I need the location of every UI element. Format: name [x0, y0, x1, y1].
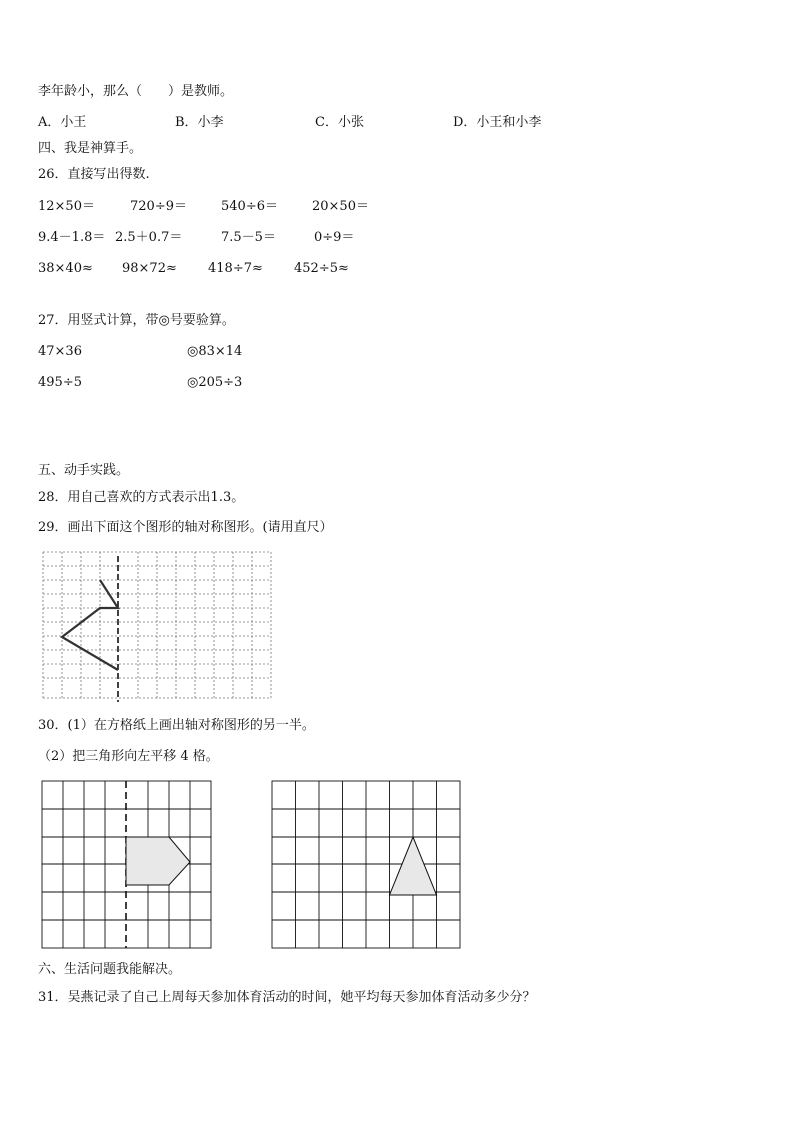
q26-item: 2.5＋0.7＝: [115, 230, 183, 245]
q26-stem: 26．直接写出得数.: [38, 167, 150, 182]
q31-stem: 31．吴燕记录了自己上周每天参加体育活动的时间，她平均每天参加体育活动多少分？: [38, 990, 536, 1005]
q26-item: 9.4－1.8＝: [38, 230, 106, 245]
q26-item: 38×40≈: [38, 261, 93, 276]
section6-title: 六、生活问题我能解决。: [38, 962, 182, 977]
q27-item: ◎205÷3: [187, 375, 243, 390]
q30-right-grid: [272, 781, 460, 948]
q30-stem-1: 30．(1）在方格纸上画出轴对称图形的另一半。: [38, 718, 315, 733]
q26-item: 20×50＝: [312, 199, 369, 214]
section4-title: 四、我是神算手。: [38, 141, 143, 156]
q26-item: 540÷6＝: [221, 199, 278, 214]
q26-item: 452÷5≈: [294, 261, 349, 276]
q28-stem: 28．用自己喜欢的方式表示出1.3。: [38, 490, 245, 505]
q29-stem: 29．画出下面这个图形的轴对称图形。(请用直尺）: [38, 520, 333, 535]
q27-item: 47×36: [38, 344, 82, 359]
q26-item: 418÷7≈: [208, 261, 263, 276]
q27-item: 495÷5: [38, 375, 82, 390]
q25-stem-tail: 李年龄小，那么（ ）是教师。: [38, 84, 234, 99]
q25-option-a: A．小王: [38, 115, 87, 130]
section5-title: 五、动手实践。: [38, 463, 130, 478]
q26-item: 98×72≈: [122, 261, 177, 276]
q27-stem: 27．用竖式计算，带◎号要验算。: [38, 313, 235, 328]
q30-half-shape: [126, 837, 190, 885]
q26-item: 720÷9＝: [130, 199, 187, 214]
q27-item: ◎83×14: [187, 344, 243, 359]
q26-item: 0÷9＝: [314, 230, 355, 245]
q30-triangle: [390, 837, 437, 895]
q30-stem-2: （2）把三角形向左平移 4 格。: [38, 749, 219, 764]
q25-option-d: D．小王和小李: [453, 115, 542, 130]
q25-option-c: C．小张: [315, 115, 364, 130]
q26-item: 12×50＝: [38, 199, 95, 214]
q25-option-b: B．小李: [175, 115, 224, 130]
q26-item: 7.5－5＝: [221, 230, 276, 245]
